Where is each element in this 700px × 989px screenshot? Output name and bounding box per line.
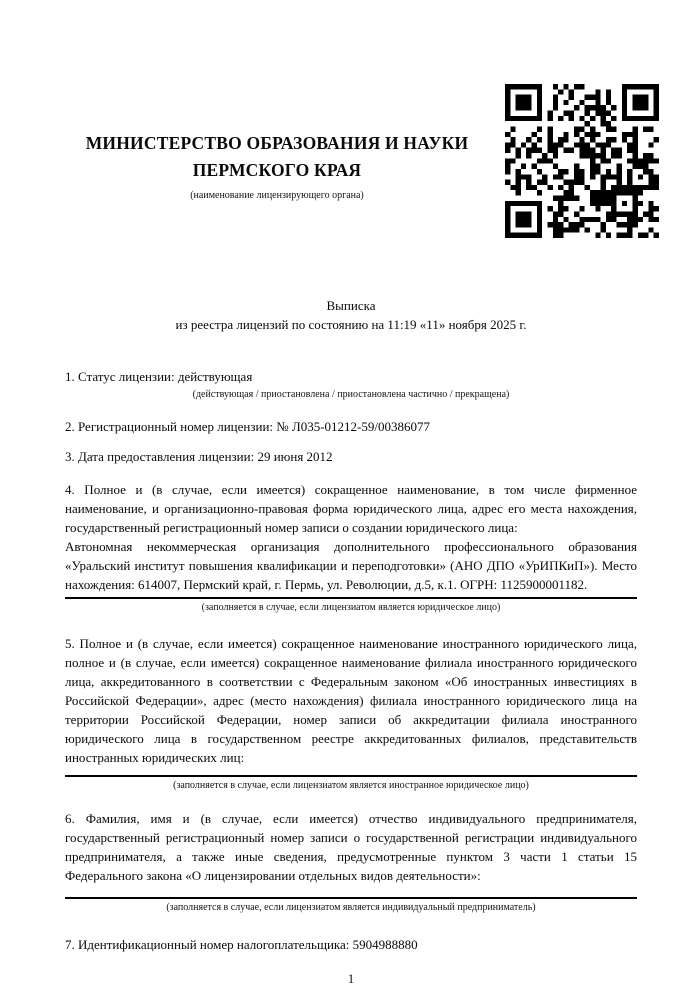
document-title — [65, 296, 637, 334]
field-legal-entity-text: 4. Полное и (в случае, если имеется) сокращенное наименование, в том числе фирменное наименование, и организационно-правовая форма юридического лица, адрес его места нахождения, государственный регистрационный номер записи о создании юридического лица: — [65, 482, 637, 535]
field-individual-entrepreneur — [65, 809, 637, 914]
field-foreign-entity-text: 5. Полное и (в случае, если имеется) сокращенное наименование иностранного юридического лица, полное и (в случае, если имеется) сокращенное наименование филиала иностранного юридического лица, аккредитованного в соответствии с Федеральным законом «Об иностранных инвестициях в Российской Федерации», адрес (место нахождения) филиала иностранного юридического лица на территории Российской Федерации, номер записи об аккредитации филиала иностранного юридического лица в государственном реестре аккредитованных филиалов, представительств иностранных юридических лиц: — [65, 636, 637, 765]
field-legal-entity-note: (заполняется в случае, если лицензиатом является юридическое лицо) — [201, 602, 501, 613]
field-license-date-text: 3. Дата предоставления лицензии: 29 июня 2012 — [65, 449, 333, 464]
document-body — [65, 296, 637, 989]
field-license-status — [65, 367, 637, 401]
document-header — [62, 130, 492, 203]
field-registration-number-text: 2. Регистрационный номер лицензии: № Л035-01212-59/00386077 — [65, 419, 431, 434]
field-foreign-entity-note: (заполняется в случае, если лицензиатом является иностранное юридическое лицо) — [173, 780, 529, 791]
qr-code-icon — [505, 84, 659, 238]
issuing-authority-caption: (наименование лицензирующего органа) — [190, 190, 364, 201]
field-registration-number — [65, 417, 637, 436]
page-number: 1 — [347, 972, 355, 986]
issuing-authority-line2: ПЕРМСКОГО КРАЯ — [192, 160, 362, 180]
document-title-line1: Выписка — [326, 298, 376, 313]
fill-in-rule — [65, 897, 637, 899]
field-license-status-text: 1. Статус лицензии: действующая — [65, 369, 253, 384]
field-taxpayer-number — [65, 935, 637, 954]
field-license-date — [65, 447, 637, 466]
field-license-status-note: (действующая / приостановлена / приостановлена частично / прекращена) — [192, 389, 510, 400]
field-taxpayer-number-text: 7. Идентификационный номер налогоплательщика: 5904988880 — [65, 937, 418, 952]
field-legal-entity — [65, 480, 637, 614]
field-legal-entity-value: Автономная некоммерческая организация дополнительного профессионального образования «Уральский институт повышения квалификации и переподготовки» (АНО ДПО «УрИПКиП»). Место нахождения: 614007, Пермский край, г. Пермь, ул. Революции, д.5, к.1. ОГРН: 1125900001182. — [65, 539, 637, 592]
qr-code-image — [505, 84, 659, 238]
issuing-authority-line1: МИНИСТЕРСТВО ОБРАЗОВАНИЯ И НАУКИ — [85, 133, 469, 153]
field-individual-entrepreneur-note: (заполняется в случае, если лицензиатом является индивидуальный предприниматель) — [166, 902, 536, 913]
fill-in-rule — [65, 775, 637, 777]
field-foreign-entity — [65, 634, 637, 792]
field-individual-entrepreneur-text: 6. Фамилия, имя и (в случае, если имеется) отчество индивидуального предпринимателя, государственный регистрационный номер записи о государственной регистрации индивидуального предпринимателя, а также иные сведения, предусмотренные пунктом 3 части 1 статьи 15 Федерального закона «О лицензировании отдельных видов деятельности»: — [65, 811, 637, 883]
document-title-line2: из реестра лицензий по состоянию на 11:19 «11» ноября 2025 г. — [175, 317, 527, 332]
fill-in-rule — [65, 597, 637, 599]
